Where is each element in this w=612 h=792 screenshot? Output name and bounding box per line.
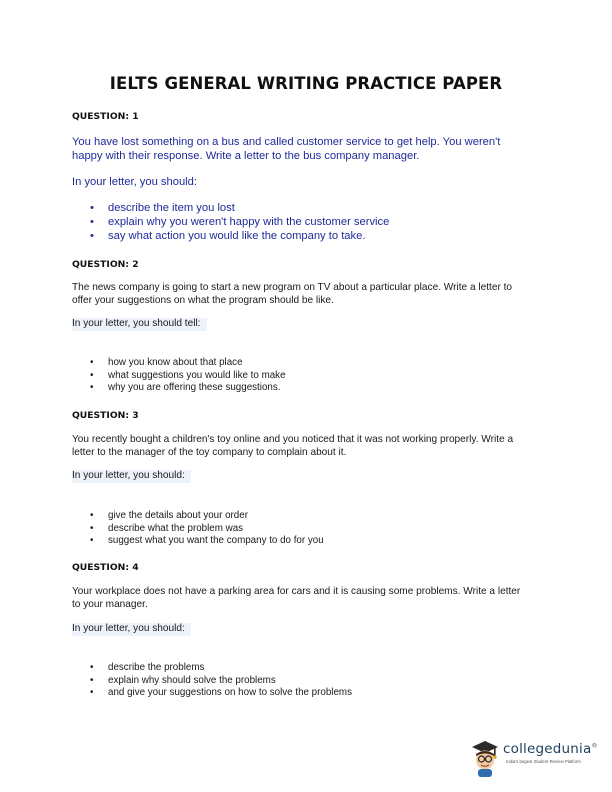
list-item: • describe the item you lost — [90, 201, 389, 215]
question-4-prompt-line: to your manager. — [72, 598, 148, 610]
question-3-prompt-line: letter to the manager of the toy company to complain about it. — [72, 446, 347, 458]
question-4-prompt — [72, 586, 552, 611]
question-1-bullets — [90, 201, 389, 243]
registered-mark: ® — [591, 742, 598, 750]
logo-tagline: India's largest Student Review Platform — [506, 759, 581, 764]
question-1-heading: QUESTION: 1 — [72, 111, 139, 122]
question-1-prompt-line: happy with their response. Write a letter to the bus company manager. — [72, 150, 420, 163]
list-item: • suggest what you want the company to do for you — [90, 535, 324, 548]
list-item: • explain why should solve the problems — [90, 675, 352, 688]
question-2-heading: QUESTION: 2 — [72, 259, 139, 270]
question-4-lead: In your letter, you should: — [72, 623, 191, 636]
question-1-prompt-line: You have lost something on a bus and called customer service to get help. You weren't — [72, 136, 501, 148]
question-3-prompt-line: You recently bought a children's toy online and you noticed that it was not working properly. Write a — [72, 434, 514, 445]
list-item: • and give your suggestions on how to solve the problems — [90, 687, 352, 700]
list-item: • why you are offering these suggestions. — [90, 382, 286, 395]
question-2-prompt — [72, 282, 552, 307]
collegedunia-logo — [468, 738, 598, 778]
question-4-heading: QUESTION: 4 — [72, 562, 139, 573]
question-4-prompt-line: Your workplace does not have a parking area for cars and it is causing some problems. Write a letter — [72, 586, 521, 597]
graduate-mascot-icon — [468, 738, 502, 778]
list-item: • give the details about your order — [90, 510, 324, 523]
page-title: IELTS GENERAL WRITING PRACTICE PAPER — [109, 74, 503, 93]
question-3-lead: In your letter, you should: — [72, 470, 191, 483]
list-item: • what suggestions you would like to make — [90, 370, 286, 383]
list-item: • say what action you would like the company to take. — [90, 229, 389, 243]
question-2-prompt-line: The news company is going to start a new program on TV about a particular place. Write a letter to — [72, 282, 513, 293]
question-4-bullets — [90, 662, 352, 700]
question-1-prompt — [72, 135, 552, 164]
list-item: • explain why you weren't happy with the customer service — [90, 215, 389, 229]
list-item: • how you know about that place — [90, 357, 286, 370]
question-3-heading: QUESTION: 3 — [72, 410, 139, 421]
question-2-prompt-line: offer your suggestions on what the program should be like. — [72, 294, 334, 306]
logo-wordmark — [503, 741, 598, 757]
question-3-prompt — [72, 434, 552, 459]
list-item: • describe what the problem was — [90, 523, 324, 536]
question-2-lead: In your letter, you should tell: — [72, 318, 207, 331]
question-3-bullets — [90, 510, 324, 548]
question-1-lead: In your letter, you should: — [72, 176, 198, 188]
question-2-bullets — [90, 357, 286, 395]
list-item: • describe the problems — [90, 662, 352, 675]
logo-name: collegedunia — [503, 741, 592, 757]
